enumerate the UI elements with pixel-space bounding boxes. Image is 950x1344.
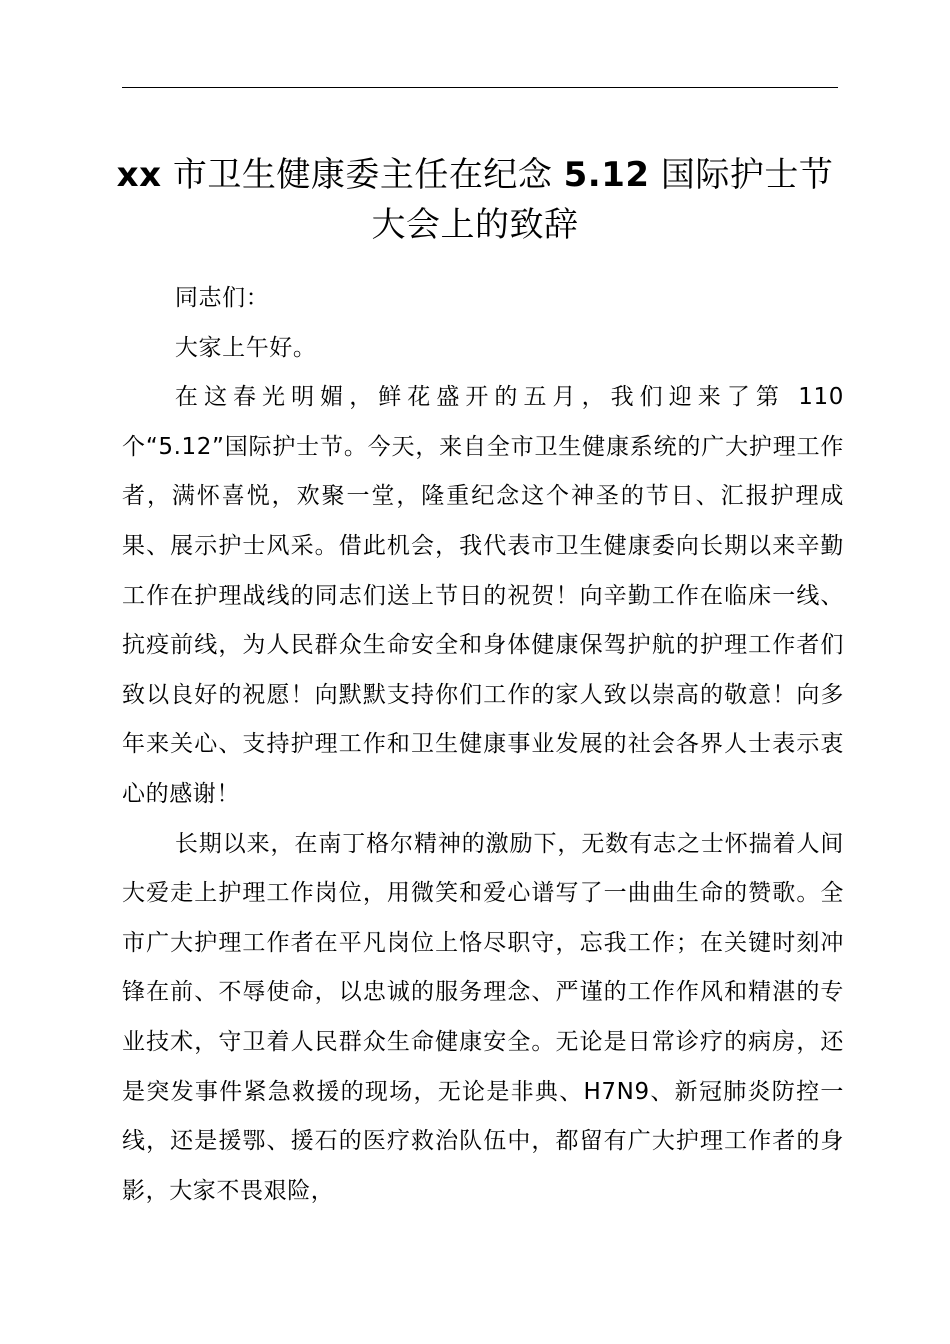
paragraph: 在这春光明媚，鲜花盛开的五月，我们迎来了第 110 个“5.12”国际护士节。今天，来自全市卫生健康系统的广大护理工作者，满怀喜悦，欢聚一堂，隆重纪念这个神圣的节日、汇报护理成果、展示护士风采。借此机会，我代表市卫生健康委向长期以来辛勤工作在护理战线的同志们送上节日的祝贺！向辛勤工作在临床一线、抗疫前线，为人民群众生命安全和身体健康保驾护航的护理工作者们致以良好的祝愿！向默默支持你们工作的家人致以崇高的敬意！向多年来关心、支持护理工作和卫生健康事业发展的社会各界人士表示衷心的感谢！: [122, 384, 844, 807]
title-number: 5.12: [563, 155, 650, 195]
title-prefix: xx: [116, 155, 162, 195]
header-rule: [122, 87, 838, 88]
title-line2: 大会上的致辞: [371, 205, 579, 245]
title-part2: 国际护士节: [660, 155, 834, 195]
document-body: [122, 274, 844, 1216]
title-part1: 市卫生健康委主任在纪念: [172, 155, 553, 195]
paragraph: 长期以来，在南丁格尔精神的激励下，无数有志之士怀揣着人间大爱走上护理工作岗位，用微笑和爱心谱写了一曲曲生命的赞歌。全市广大护理工作者在平凡岗位上恪尽职守，忘我工作；在关键时刻冲锋在前、不辱使命，以忠诚的服务理念、严谨的工作作风和精湛的专业技术，守卫着人民群众生命健康安全。无论是日常诊疗的病房，还是突发事件紧急救援的现场，无论是非典、H7N9、新冠肺炎防控一线，还是援鄂、援石的医疗救治队伍中，都留有广大护理工作者的身影，大家不畏艰险，: [122, 830, 844, 1204]
salutation: 同志们：: [174, 285, 270, 311]
greeting: 大家上午好。: [174, 334, 317, 361]
document-title: [100, 150, 850, 250]
